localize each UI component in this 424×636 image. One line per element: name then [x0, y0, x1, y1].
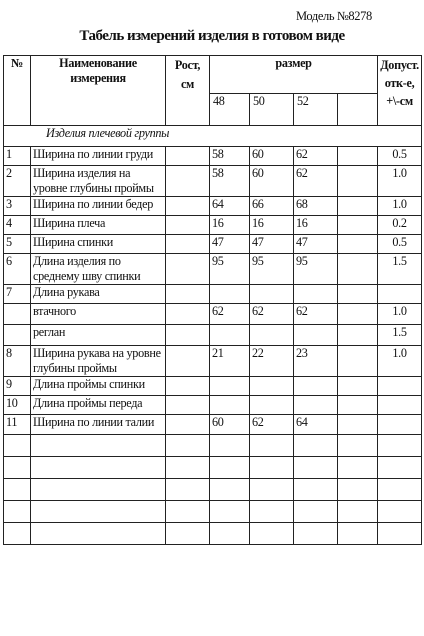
row-val-extra: [338, 166, 378, 197]
header-num: №: [4, 56, 31, 126]
row-name: Ширина по линии бедер: [31, 197, 166, 216]
table-row: [4, 285, 422, 304]
row-val-extra: [338, 346, 378, 377]
row-rost: [166, 325, 210, 346]
row-val-extra: [338, 325, 378, 346]
row-tolerance: 1.0: [378, 197, 422, 216]
table-row: [4, 166, 422, 197]
row-val-50: [250, 377, 294, 396]
row-val-52: 62: [294, 304, 338, 325]
blank-row: [4, 435, 422, 457]
row-val-50: 62: [250, 415, 294, 435]
blank-row: [4, 501, 422, 523]
row-tolerance: 1.5: [378, 254, 422, 285]
header-rost: Рост, см: [166, 56, 210, 126]
row-rost: [166, 396, 210, 415]
blank-cell: [4, 501, 31, 523]
row-val-48: [210, 285, 250, 304]
row-val-50: 62: [250, 304, 294, 325]
row-name: Длина изделия по среднему шву спинки: [31, 254, 166, 285]
row-name: Ширина по линии груди: [31, 147, 166, 166]
row-val-extra: [338, 396, 378, 415]
blank-cell: [210, 457, 250, 479]
table-row: [4, 235, 422, 254]
row-val-52: [294, 377, 338, 396]
table-row: [4, 346, 422, 377]
blank-cell: [378, 501, 422, 523]
row-rost: [166, 166, 210, 197]
blank-cell: [166, 457, 210, 479]
row-val-52: 16: [294, 216, 338, 235]
blank-cell: [338, 435, 378, 457]
row-num: 3: [4, 197, 31, 216]
blank-cell: [250, 523, 294, 545]
row-num: 11: [4, 415, 31, 435]
row-tolerance: 1.0: [378, 304, 422, 325]
row-val-52: [294, 325, 338, 346]
table-row: [4, 216, 422, 235]
blank-row: [4, 457, 422, 479]
row-name: реглан: [31, 325, 166, 346]
blank-cell: [166, 479, 210, 501]
blank-cell: [31, 435, 166, 457]
row-val-52: 62: [294, 147, 338, 166]
row-num: 1: [4, 147, 31, 166]
blank-cell: [338, 523, 378, 545]
blank-cell: [210, 523, 250, 545]
row-val-52: [294, 285, 338, 304]
row-num: 4: [4, 216, 31, 235]
row-val-50: 60: [250, 147, 294, 166]
row-rost: [166, 216, 210, 235]
row-num: 8: [4, 346, 31, 377]
blank-cell: [250, 479, 294, 501]
blank-cell: [294, 435, 338, 457]
table-row: [4, 415, 422, 435]
blank-cell: [250, 435, 294, 457]
row-val-48: 64: [210, 197, 250, 216]
model-number: Модель №8278: [296, 9, 372, 23]
row-name: Ширина изделия на уровне глубины проймы: [31, 166, 166, 197]
blank-cell: [4, 457, 31, 479]
row-val-48: 21: [210, 346, 250, 377]
blank-cell: [4, 523, 31, 545]
row-val-50: 47: [250, 235, 294, 254]
row-val-extra: [338, 377, 378, 396]
header-size-52: 52: [294, 94, 338, 126]
row-val-50: 95: [250, 254, 294, 285]
row-val-48: 62: [210, 304, 250, 325]
row-name: Длина проймы спинки: [31, 377, 166, 396]
row-val-50: [250, 325, 294, 346]
row-rost: [166, 415, 210, 435]
row-val-50: [250, 285, 294, 304]
row-tolerance: 0.2: [378, 216, 422, 235]
blank-row: [4, 523, 422, 545]
row-name: Ширина плеча: [31, 216, 166, 235]
table-row: [4, 304, 422, 325]
blank-cell: [166, 523, 210, 545]
row-num: [4, 325, 31, 346]
row-val-extra: [338, 285, 378, 304]
row-val-extra: [338, 147, 378, 166]
row-num: 9: [4, 377, 31, 396]
row-name: Ширина спинки: [31, 235, 166, 254]
blank-cell: [31, 523, 166, 545]
row-name: Длина проймы переда: [31, 396, 166, 415]
row-val-52: 68: [294, 197, 338, 216]
row-val-extra: [338, 235, 378, 254]
row-val-48: 60: [210, 415, 250, 435]
row-tolerance: [378, 415, 422, 435]
blank-cell: [338, 479, 378, 501]
row-tolerance: [378, 396, 422, 415]
blank-cell: [294, 457, 338, 479]
row-val-48: 58: [210, 166, 250, 197]
row-val-50: 66: [250, 197, 294, 216]
table-row: [4, 377, 422, 396]
row-val-52: 62: [294, 166, 338, 197]
blank-cell: [166, 435, 210, 457]
table-row: [4, 147, 422, 166]
row-val-48: 95: [210, 254, 250, 285]
blank-cell: [378, 479, 422, 501]
row-tolerance: 1.0: [378, 346, 422, 377]
row-rost: [166, 377, 210, 396]
blank-cell: [338, 501, 378, 523]
row-num: [4, 304, 31, 325]
row-name: Ширина рукава на уровне глубины проймы: [31, 346, 166, 377]
row-val-52: [294, 396, 338, 415]
row-val-52: 23: [294, 346, 338, 377]
row-num: 7: [4, 285, 31, 304]
blank-cell: [338, 457, 378, 479]
row-val-50: 16: [250, 216, 294, 235]
blank-cell: [4, 435, 31, 457]
row-val-48: 47: [210, 235, 250, 254]
row-name: Ширина по линии талии: [31, 415, 166, 435]
header-tolerance: Допуст. отк-е, +\-см: [378, 56, 422, 126]
table-row: [4, 197, 422, 216]
header-size-48: 48: [210, 94, 250, 126]
row-val-extra: [338, 254, 378, 285]
row-val-50: 60: [250, 166, 294, 197]
row-rost: [166, 235, 210, 254]
row-val-48: [210, 377, 250, 396]
row-tolerance: [378, 285, 422, 304]
blank-cell: [294, 523, 338, 545]
row-name: втачного: [31, 304, 166, 325]
row-val-48: 58: [210, 147, 250, 166]
row-val-extra: [338, 415, 378, 435]
blank-cell: [31, 479, 166, 501]
header-size-50: 50: [250, 94, 294, 126]
header-size-empty: [338, 94, 378, 126]
blank-cell: [31, 457, 166, 479]
blank-cell: [250, 501, 294, 523]
row-val-extra: [338, 197, 378, 216]
row-name: Длина рукава: [31, 285, 166, 304]
blank-cell: [250, 457, 294, 479]
blank-cell: [210, 479, 250, 501]
blank-cell: [210, 501, 250, 523]
blank-cell: [31, 501, 166, 523]
blank-cell: [378, 457, 422, 479]
row-num: 10: [4, 396, 31, 415]
row-tolerance: 0.5: [378, 147, 422, 166]
row-num: 6: [4, 254, 31, 285]
header-size: размер: [210, 56, 378, 94]
blank-cell: [378, 523, 422, 545]
row-tolerance: 0.5: [378, 235, 422, 254]
row-val-48: [210, 325, 250, 346]
table-row: [4, 325, 422, 346]
row-rost: [166, 197, 210, 216]
row-num: 5: [4, 235, 31, 254]
row-val-52: 47: [294, 235, 338, 254]
blank-cell: [166, 501, 210, 523]
blank-cell: [210, 435, 250, 457]
blank-cell: [294, 501, 338, 523]
row-rost: [166, 346, 210, 377]
row-val-extra: [338, 216, 378, 235]
row-val-50: 22: [250, 346, 294, 377]
group-label: Изделия плечевой группы: [4, 126, 422, 147]
blank-row: [4, 479, 422, 501]
row-val-48: [210, 396, 250, 415]
row-rost: [166, 147, 210, 166]
blank-cell: [378, 435, 422, 457]
row-rost: [166, 285, 210, 304]
row-tolerance: 1.5: [378, 325, 422, 346]
document-title: Табель измерений изделия в готовом виде: [79, 28, 345, 44]
row-val-52: 95: [294, 254, 338, 285]
blank-cell: [294, 479, 338, 501]
row-val-50: [250, 396, 294, 415]
row-val-48: 16: [210, 216, 250, 235]
group-row: [4, 126, 422, 147]
row-val-extra: [338, 304, 378, 325]
measurement-table: [3, 55, 422, 545]
row-tolerance: [378, 377, 422, 396]
row-num: 2: [4, 166, 31, 197]
row-val-52: 64: [294, 415, 338, 435]
row-tolerance: 1.0: [378, 166, 422, 197]
row-rost: [166, 304, 210, 325]
header-name: Наименование измерения: [31, 56, 166, 126]
table-row: [4, 254, 422, 285]
table-row: [4, 396, 422, 415]
blank-cell: [4, 479, 31, 501]
row-rost: [166, 254, 210, 285]
